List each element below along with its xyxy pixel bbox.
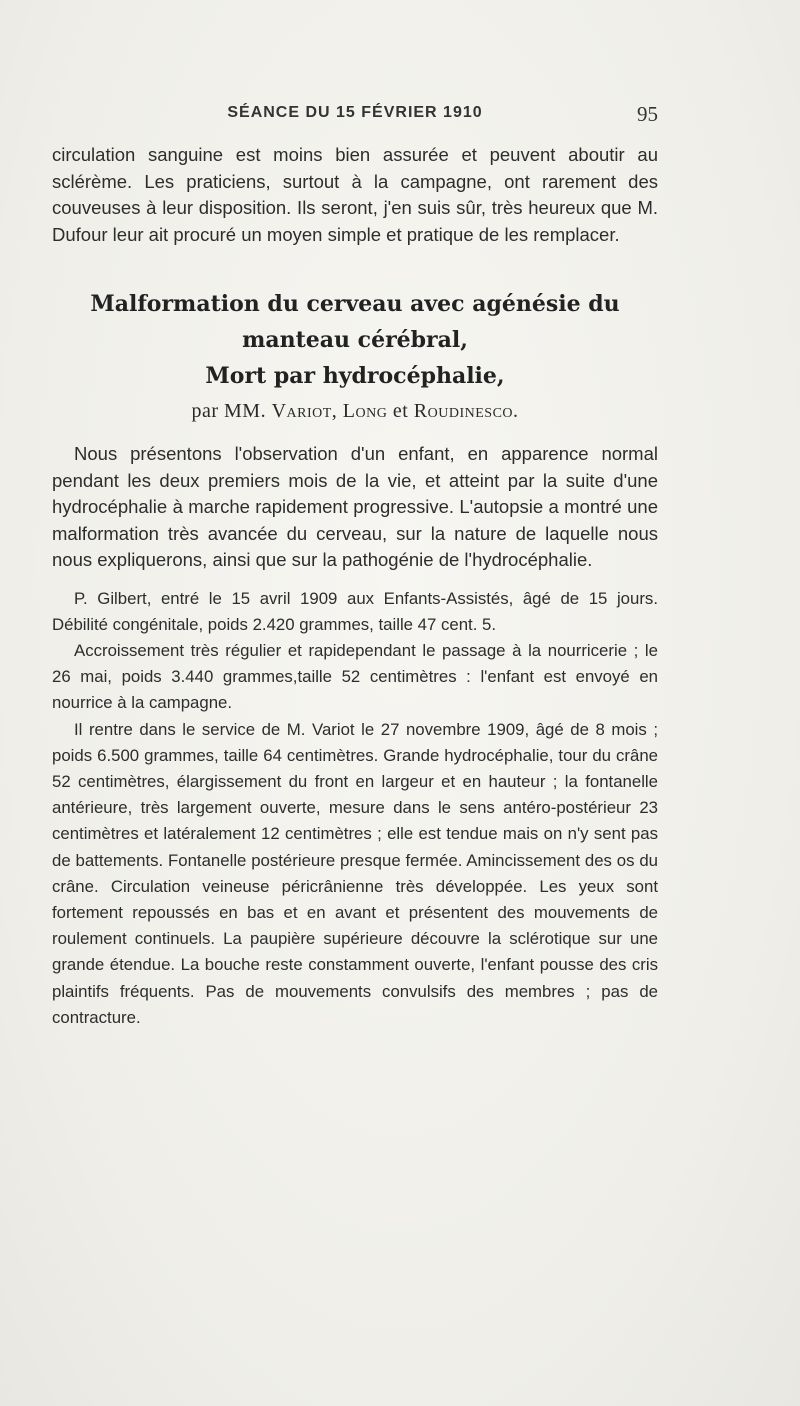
summary-paragraph: Nous présentons l'observation d'un enfant, en apparence normal pendant les deux premiers mois de la vie, et atteint par la suite d'une hydrocéphalie à marche rapidement progressive. L'autopsie a montré une malformation très avancée du cerveau, sur la nature de laquelle nous nous expliquerons, ainsi que sur la pathogénie de l'hydrocéphalie.: [52, 443, 658, 570]
page-body: [52, 142, 658, 1031]
article-title-line-2: Mort par hydrocéphalie,: [205, 363, 505, 389]
running-title: SÉANCE DU 15 FÉVRIER 1910: [227, 104, 483, 121]
author-name: Roudinesco.: [413, 400, 519, 422]
article-title-line-1: Malformation du cerveau avec agénésie du manteau cérébral,: [90, 291, 620, 353]
page-number: 95: [637, 102, 658, 126]
author-name: Long: [342, 400, 388, 422]
intro-paragraph: circulation sanguine est moins bien assurée et peuvent aboutir au sclérème. Les praticiens, surtout à la campagne, ont rarement des couveuses à leur disposition. Ils seront, j'en suis sûr, très heureux que M. Dufour leur ait procuré un moyen simple et pratique de les remplacer.: [52, 144, 658, 245]
case-paragraph: Accroissement très régulier et rapidependant le passage à la nourricerie ; le 26 mai, poids 3.440 grammes,taille 52 centimètres : l'enfant est envoyé en nourrice à la campagne.: [52, 640, 658, 713]
case-paragraph: P. Gilbert, entré le 15 avril 1909 aux Enfants-Assistés, âgé de 15 jours. Débilité congénitale, poids 2.420 grammes, taille 47 cent. 5.: [52, 588, 658, 634]
article-authors: [52, 400, 658, 423]
paragraph-gap: [52, 574, 658, 586]
authors-prefix: par MM.: [191, 400, 267, 422]
authors-conjunction: et: [392, 400, 409, 422]
article-title: [52, 286, 658, 394]
case-paragraph: Il rentre dans le service de M. Variot le 27 novembre 1909, âgé de 8 mois ; poids 6.500 grammes, taille 64 centimètres. Grande hydrocéphalie, tour du crâne 52 centimètres, élargissement du front en largeur et en hauteur ; la fontanelle antérieure, très largement ouverte, mesure dans le sens antéro-postérieur 23 centimètres et latéralement 12 centimètres ; elle est tendue mais on n'y sent pas de battements. Fontanelle postérieure presque fermée. Amincissement des os du crâne. Circulation veineuse péricrânienne très développée. Les yeux sont fortement repoussés en bas et en avant et présentent des mouvements de roulement continuels. La paupière supérieure découvre la sclérotique sur une grande étendue. La bouche reste constamment ouverte, l'enfant pousse des cris plaintifs fréquents. Pas de mouvements convulsifs des membres ; pas de contracture.: [52, 719, 658, 1027]
author-name: Variot,: [271, 400, 338, 422]
running-header: [52, 104, 658, 130]
